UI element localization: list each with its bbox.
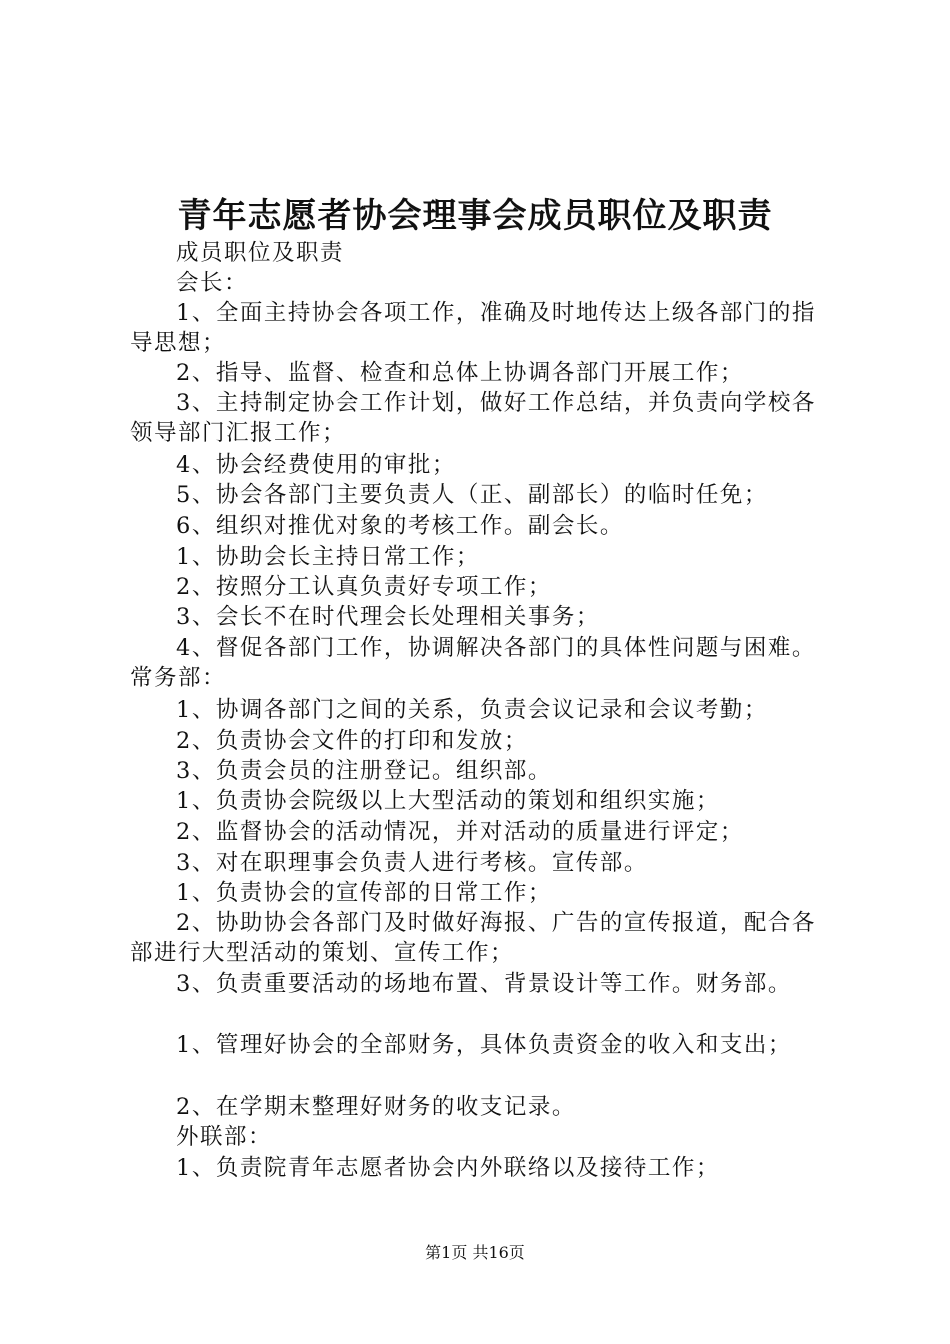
- body-line: 1、负责协会院级以上大型活动的策划和组织实施；: [176, 788, 720, 814]
- body-line: 2、协助协会各部门及时做好海报、广告的宣传报道，配合各部进行大型活动的策划、宣传工作；: [130, 910, 816, 966]
- body-line: 成员职位及职责: [176, 240, 345, 266]
- body-line: 3、负责会员的注册登记。组织部。: [176, 758, 552, 784]
- document-title: 青年志愿者协会理事会成员职位及职责: [177, 196, 773, 236]
- body-line: 3、主持制定协会工作计划，做好工作总结，并负责向学校各领导部门汇报工作；: [130, 390, 816, 446]
- body-line: 2、负责协会文件的打印和发放；: [176, 728, 528, 754]
- body-line: 1、协助会长主持日常工作；: [176, 544, 480, 570]
- body-line: 4、督促各部门工作，协调解决各部门的具体性问题与困难。: [176, 635, 816, 661]
- body-line: 1、全面主持协会各项工作，准确及时地传达上级各部门的指导思想；: [130, 300, 816, 356]
- page-footer: 第1页 共16页: [425, 1243, 525, 1262]
- section-heading: 常务部：: [130, 665, 227, 691]
- body-line: 3、会长不在时代理会长处理相关事务；: [176, 604, 600, 630]
- body-line: 2、监督协会的活动情况，并对活动的质量进行评定；: [176, 819, 744, 845]
- body-line: 2、按照分工认真负责好专项工作；: [176, 574, 552, 600]
- body-line: 1、负责院青年志愿者协会内外联络以及接待工作；: [176, 1155, 720, 1181]
- body-line: 6、组织对推优对象的考核工作。副会长。: [176, 513, 624, 539]
- body-line: 2、指导、监督、检查和总体上协调各部门开展工作；: [176, 360, 744, 386]
- body-line: 4、协会经费使用的审批；: [176, 452, 456, 478]
- body-line: 1、管理好协会的全部财务，具体负责资金的收入和支出；: [176, 1032, 792, 1058]
- body-line: 3、负责重要活动的场地布置、背景设计等工作。财务部。: [176, 971, 792, 997]
- section-heading: 外联部：: [176, 1124, 273, 1150]
- body-line: 5、协会各部门主要负责人（正、副部长）的临时任免；: [176, 482, 768, 508]
- body-line: 3、对在职理事会负责人进行考核。宣传部。: [176, 850, 648, 876]
- body-line: 2、在学期末整理好财务的收支记录。: [176, 1094, 576, 1120]
- body-line: 会长：: [176, 270, 249, 296]
- body-line: 1、负责协会的宣传部的日常工作；: [176, 880, 552, 906]
- body-line: 1、协调各部门之间的关系，负责会议记录和会议考勤；: [176, 697, 768, 723]
